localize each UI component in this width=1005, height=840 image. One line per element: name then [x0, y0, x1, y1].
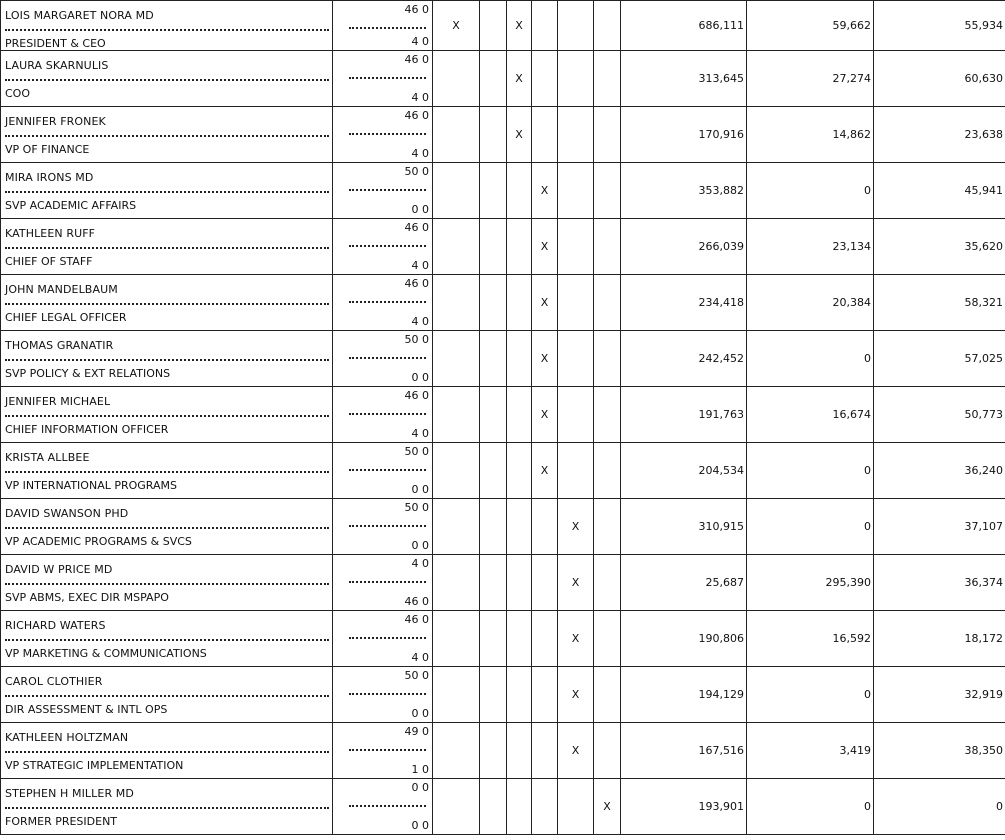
check-institutional [480, 611, 507, 667]
check-former [594, 443, 621, 499]
hours-cell [333, 443, 433, 499]
person-title: DIR ASSESSMENT & INTL OPS [5, 703, 168, 716]
name-title-cell [1, 51, 333, 107]
check-key-employee [532, 779, 558, 835]
table-row [1, 219, 1005, 275]
table-body [1, 1, 1005, 835]
comp-from-organization: 170,916 [621, 107, 747, 163]
table-row [1, 107, 1005, 163]
hours-cell [333, 723, 433, 779]
other-compensation: 32,919 [874, 667, 1005, 723]
check-former [594, 499, 621, 555]
hours-related: 4 0 [411, 91, 429, 104]
person-title: CHIEF OF STAFF [5, 255, 93, 268]
comp-from-related-orgs: 16,674 [747, 387, 874, 443]
person-title: SVP ACADEMIC AFFAIRS [5, 199, 137, 212]
name-title-cell [1, 611, 333, 667]
hours-cell [333, 667, 433, 723]
check-former [594, 611, 621, 667]
person-name: THOMAS GRANATIR [5, 339, 114, 352]
dotted-leader [5, 415, 329, 417]
check-trustee [433, 275, 480, 331]
hours-related: 46 0 [404, 595, 429, 608]
dotted-leader [5, 471, 329, 473]
dotted-leader [5, 359, 329, 361]
check-institutional [480, 1, 507, 51]
check-key-employee [532, 499, 558, 555]
hours-related: 1 0 [411, 763, 429, 776]
comp-from-related-orgs: 0 [747, 331, 874, 387]
dotted-leader [5, 583, 329, 585]
dotted-leader [5, 135, 329, 137]
hours-cell [333, 387, 433, 443]
check-key-employee: X [532, 331, 558, 387]
table-row [1, 779, 1005, 835]
check-highest-compensated [558, 1, 594, 51]
hours-cell [333, 163, 433, 219]
comp-from-related-orgs: 23,134 [747, 219, 874, 275]
check-key-employee [532, 107, 558, 163]
person-title: SVP ABMS, EXEC DIR MSPAPO [5, 591, 169, 604]
check-former [594, 667, 621, 723]
name-title-cell [1, 723, 333, 779]
dotted-leader [5, 807, 329, 809]
table-row [1, 611, 1005, 667]
check-highest-compensated [558, 219, 594, 275]
check-officer [507, 611, 532, 667]
name-title-cell [1, 387, 333, 443]
comp-from-related-orgs: 59,662 [747, 1, 874, 51]
dotted-leader [349, 805, 426, 807]
comp-from-related-orgs: 14,862 [747, 107, 874, 163]
dotted-leader [5, 79, 329, 81]
person-name: KRISTA ALLBEE [5, 451, 90, 464]
check-officer [507, 219, 532, 275]
other-compensation: 45,941 [874, 163, 1005, 219]
name-title-cell [1, 443, 333, 499]
hours-cell [333, 219, 433, 275]
check-institutional [480, 219, 507, 275]
check-institutional [480, 499, 507, 555]
comp-from-related-orgs: 0 [747, 499, 874, 555]
hours-organization: 50 0 [404, 165, 429, 178]
check-trustee [433, 51, 480, 107]
check-key-employee: X [532, 219, 558, 275]
hours-related: 0 0 [411, 371, 429, 384]
dotted-leader [349, 189, 426, 191]
person-title: VP OF FINANCE [5, 143, 90, 156]
hours-cell [333, 611, 433, 667]
hours-related: 4 0 [411, 147, 429, 160]
hours-organization: 46 0 [404, 277, 429, 290]
check-institutional [480, 779, 507, 835]
check-institutional [480, 107, 507, 163]
person-title: VP STRATEGIC IMPLEMENTATION [5, 759, 184, 772]
hours-organization: 46 0 [404, 613, 429, 626]
other-compensation: 36,240 [874, 443, 1005, 499]
other-compensation: 37,107 [874, 499, 1005, 555]
check-institutional [480, 555, 507, 611]
comp-from-related-orgs: 16,592 [747, 611, 874, 667]
dotted-leader [349, 637, 426, 639]
check-former [594, 219, 621, 275]
table-row [1, 163, 1005, 219]
check-former [594, 107, 621, 163]
other-compensation: 36,374 [874, 555, 1005, 611]
comp-from-related-orgs: 295,390 [747, 555, 874, 611]
hours-related: 0 0 [411, 539, 429, 552]
hours-related: 0 0 [411, 707, 429, 720]
check-highest-compensated [558, 779, 594, 835]
hours-related: 0 0 [411, 483, 429, 496]
dotted-leader [5, 751, 329, 753]
name-title-cell [1, 667, 333, 723]
check-officer [507, 723, 532, 779]
table-row [1, 275, 1005, 331]
person-name: RICHARD WATERS [5, 619, 106, 632]
hours-organization: 49 0 [404, 725, 429, 738]
check-key-employee: X [532, 443, 558, 499]
dotted-leader [349, 693, 426, 695]
person-title: PRESIDENT & CEO [5, 37, 106, 50]
hours-cell [333, 555, 433, 611]
other-compensation: 55,934 [874, 1, 1005, 51]
check-highest-compensated: X [558, 667, 594, 723]
check-key-employee [532, 667, 558, 723]
check-institutional [480, 443, 507, 499]
check-officer [507, 163, 532, 219]
hours-organization: 50 0 [404, 669, 429, 682]
table-row [1, 723, 1005, 779]
person-name: STEPHEN H MILLER MD [5, 787, 134, 800]
name-title-cell [1, 219, 333, 275]
check-key-employee [532, 723, 558, 779]
person-title: CHIEF LEGAL OFFICER [5, 311, 127, 324]
hours-cell [333, 107, 433, 163]
person-name: LAURA SKARNULIS [5, 59, 109, 72]
check-former [594, 331, 621, 387]
comp-from-organization: 313,645 [621, 51, 747, 107]
table-row [1, 1, 1005, 51]
dotted-leader [349, 749, 426, 751]
comp-from-related-orgs: 27,274 [747, 51, 874, 107]
comp-from-related-orgs: 3,419 [747, 723, 874, 779]
comp-from-organization: 204,534 [621, 443, 747, 499]
other-compensation: 35,620 [874, 219, 1005, 275]
hours-related: 4 0 [411, 427, 429, 440]
person-name: JENNIFER FRONEK [5, 115, 106, 128]
hours-organization: 46 0 [404, 53, 429, 66]
hours-cell [333, 51, 433, 107]
person-name: LOIS MARGARET NORA MD [5, 9, 154, 22]
table-row [1, 667, 1005, 723]
person-name: CAROL CLOTHIER [5, 675, 103, 688]
person-title: SVP POLICY & EXT RELATIONS [5, 367, 171, 380]
dotted-leader [349, 413, 426, 415]
table-row [1, 499, 1005, 555]
check-trustee: X [433, 1, 480, 51]
check-trustee [433, 611, 480, 667]
check-officer: X [507, 1, 532, 51]
check-officer [507, 667, 532, 723]
name-title-cell [1, 1, 333, 51]
hours-organization: 50 0 [404, 501, 429, 514]
check-highest-compensated: X [558, 611, 594, 667]
hours-related: 4 0 [411, 651, 429, 664]
hours-cell [333, 779, 433, 835]
check-trustee [433, 219, 480, 275]
hours-organization: 4 0 [411, 557, 429, 570]
dotted-leader [349, 581, 426, 583]
table-row [1, 331, 1005, 387]
hours-organization: 46 0 [404, 3, 429, 16]
hours-related: 0 0 [411, 819, 429, 832]
name-title-cell [1, 163, 333, 219]
name-title-cell [1, 107, 333, 163]
other-compensation: 50,773 [874, 387, 1005, 443]
comp-from-organization: 310,915 [621, 499, 747, 555]
dotted-leader [349, 27, 426, 29]
other-compensation: 58,321 [874, 275, 1005, 331]
dotted-leader [349, 133, 426, 135]
check-key-employee: X [532, 275, 558, 331]
check-trustee [433, 107, 480, 163]
check-former [594, 163, 621, 219]
name-title-cell [1, 779, 333, 835]
check-highest-compensated: X [558, 555, 594, 611]
dotted-leader [349, 301, 426, 303]
check-trustee [433, 387, 480, 443]
check-key-employee: X [532, 163, 558, 219]
check-institutional [480, 163, 507, 219]
hours-related: 4 0 [411, 35, 429, 48]
comp-from-organization: 234,418 [621, 275, 747, 331]
name-title-cell [1, 331, 333, 387]
hours-cell [333, 275, 433, 331]
comp-from-related-orgs: 0 [747, 443, 874, 499]
other-compensation: 18,172 [874, 611, 1005, 667]
check-former [594, 555, 621, 611]
comp-from-organization: 193,901 [621, 779, 747, 835]
comp-from-organization: 194,129 [621, 667, 747, 723]
hours-cell [333, 331, 433, 387]
check-former [594, 1, 621, 51]
comp-from-related-orgs: 0 [747, 667, 874, 723]
name-title-cell [1, 555, 333, 611]
other-compensation: 60,630 [874, 51, 1005, 107]
comp-from-organization: 25,687 [621, 555, 747, 611]
person-name: KATHLEEN RUFF [5, 227, 96, 240]
check-institutional [480, 387, 507, 443]
hours-organization: 0 0 [411, 781, 429, 794]
check-highest-compensated [558, 331, 594, 387]
hours-organization: 46 0 [404, 389, 429, 402]
person-name: JOHN MANDELBAUM [5, 283, 118, 296]
name-title-cell [1, 275, 333, 331]
check-highest-compensated [558, 387, 594, 443]
person-title: COO [5, 87, 30, 100]
hours-related: 0 0 [411, 203, 429, 216]
comp-from-organization: 353,882 [621, 163, 747, 219]
check-trustee [433, 555, 480, 611]
check-highest-compensated [558, 51, 594, 107]
other-compensation: 0 [874, 779, 1005, 835]
table-row [1, 387, 1005, 443]
person-title: VP INTERNATIONAL PROGRAMS [5, 479, 177, 492]
comp-from-organization: 190,806 [621, 611, 747, 667]
person-name: MIRA IRONS MD [5, 171, 94, 184]
check-highest-compensated [558, 107, 594, 163]
dotted-leader [5, 303, 329, 305]
check-key-employee [532, 1, 558, 51]
check-officer [507, 331, 532, 387]
check-officer [507, 387, 532, 443]
check-former [594, 387, 621, 443]
check-institutional [480, 667, 507, 723]
other-compensation: 23,638 [874, 107, 1005, 163]
check-officer [507, 779, 532, 835]
hours-related: 4 0 [411, 259, 429, 272]
person-name: DAVID W PRICE MD [5, 563, 113, 576]
dotted-leader [349, 525, 426, 527]
check-institutional [480, 51, 507, 107]
check-key-employee: X [532, 387, 558, 443]
check-officer [507, 275, 532, 331]
comp-from-organization: 686,111 [621, 1, 747, 51]
person-name: KATHLEEN HOLTZMAN [5, 731, 129, 744]
comp-from-related-orgs: 20,384 [747, 275, 874, 331]
person-title: VP MARKETING & COMMUNICATIONS [5, 647, 207, 660]
check-officer: X [507, 51, 532, 107]
hours-cell [333, 499, 433, 555]
check-key-employee [532, 51, 558, 107]
check-former [594, 51, 621, 107]
dotted-leader [349, 77, 426, 79]
other-compensation: 57,025 [874, 331, 1005, 387]
comp-from-organization: 242,452 [621, 331, 747, 387]
hours-related: 4 0 [411, 315, 429, 328]
check-trustee [433, 667, 480, 723]
check-highest-compensated [558, 443, 594, 499]
hours-organization: 46 0 [404, 109, 429, 122]
check-former [594, 723, 621, 779]
check-trustee [433, 499, 480, 555]
check-officer [507, 499, 532, 555]
check-trustee [433, 723, 480, 779]
dotted-leader [349, 469, 426, 471]
check-former [594, 275, 621, 331]
check-key-employee [532, 555, 558, 611]
comp-from-related-orgs: 0 [747, 163, 874, 219]
check-trustee [433, 163, 480, 219]
hours-cell [333, 1, 433, 51]
name-title-cell [1, 499, 333, 555]
check-trustee [433, 443, 480, 499]
check-highest-compensated [558, 163, 594, 219]
check-institutional [480, 723, 507, 779]
dotted-leader [5, 695, 329, 697]
person-name: JENNIFER MICHAEL [5, 395, 111, 408]
check-key-employee [532, 611, 558, 667]
check-officer [507, 555, 532, 611]
comp-from-organization: 191,763 [621, 387, 747, 443]
comp-from-related-orgs: 0 [747, 779, 874, 835]
comp-from-organization: 266,039 [621, 219, 747, 275]
check-highest-compensated: X [558, 499, 594, 555]
check-highest-compensated: X [558, 723, 594, 779]
check-trustee [433, 779, 480, 835]
check-officer [507, 443, 532, 499]
check-institutional [480, 331, 507, 387]
check-highest-compensated [558, 275, 594, 331]
dotted-leader [349, 357, 426, 359]
dotted-leader [5, 247, 329, 249]
check-trustee [433, 331, 480, 387]
dotted-leader [5, 191, 329, 193]
other-compensation: 38,350 [874, 723, 1005, 779]
check-former: X [594, 779, 621, 835]
person-name: DAVID SWANSON PHD [5, 507, 129, 520]
dotted-leader [5, 639, 329, 641]
table-row [1, 555, 1005, 611]
person-title: CHIEF INFORMATION OFFICER [5, 423, 169, 436]
dotted-leader [5, 527, 329, 529]
dotted-leader [349, 245, 426, 247]
table-row [1, 51, 1005, 107]
hours-organization: 50 0 [404, 445, 429, 458]
check-institutional [480, 275, 507, 331]
table-row [1, 443, 1005, 499]
dotted-leader [5, 29, 329, 31]
hours-organization: 50 0 [404, 333, 429, 346]
hours-organization: 46 0 [404, 221, 429, 234]
check-officer: X [507, 107, 532, 163]
person-title: FORMER PRESIDENT [5, 815, 118, 828]
person-title: VP ACADEMIC PROGRAMS & SVCS [5, 535, 192, 548]
comp-from-organization: 167,516 [621, 723, 747, 779]
